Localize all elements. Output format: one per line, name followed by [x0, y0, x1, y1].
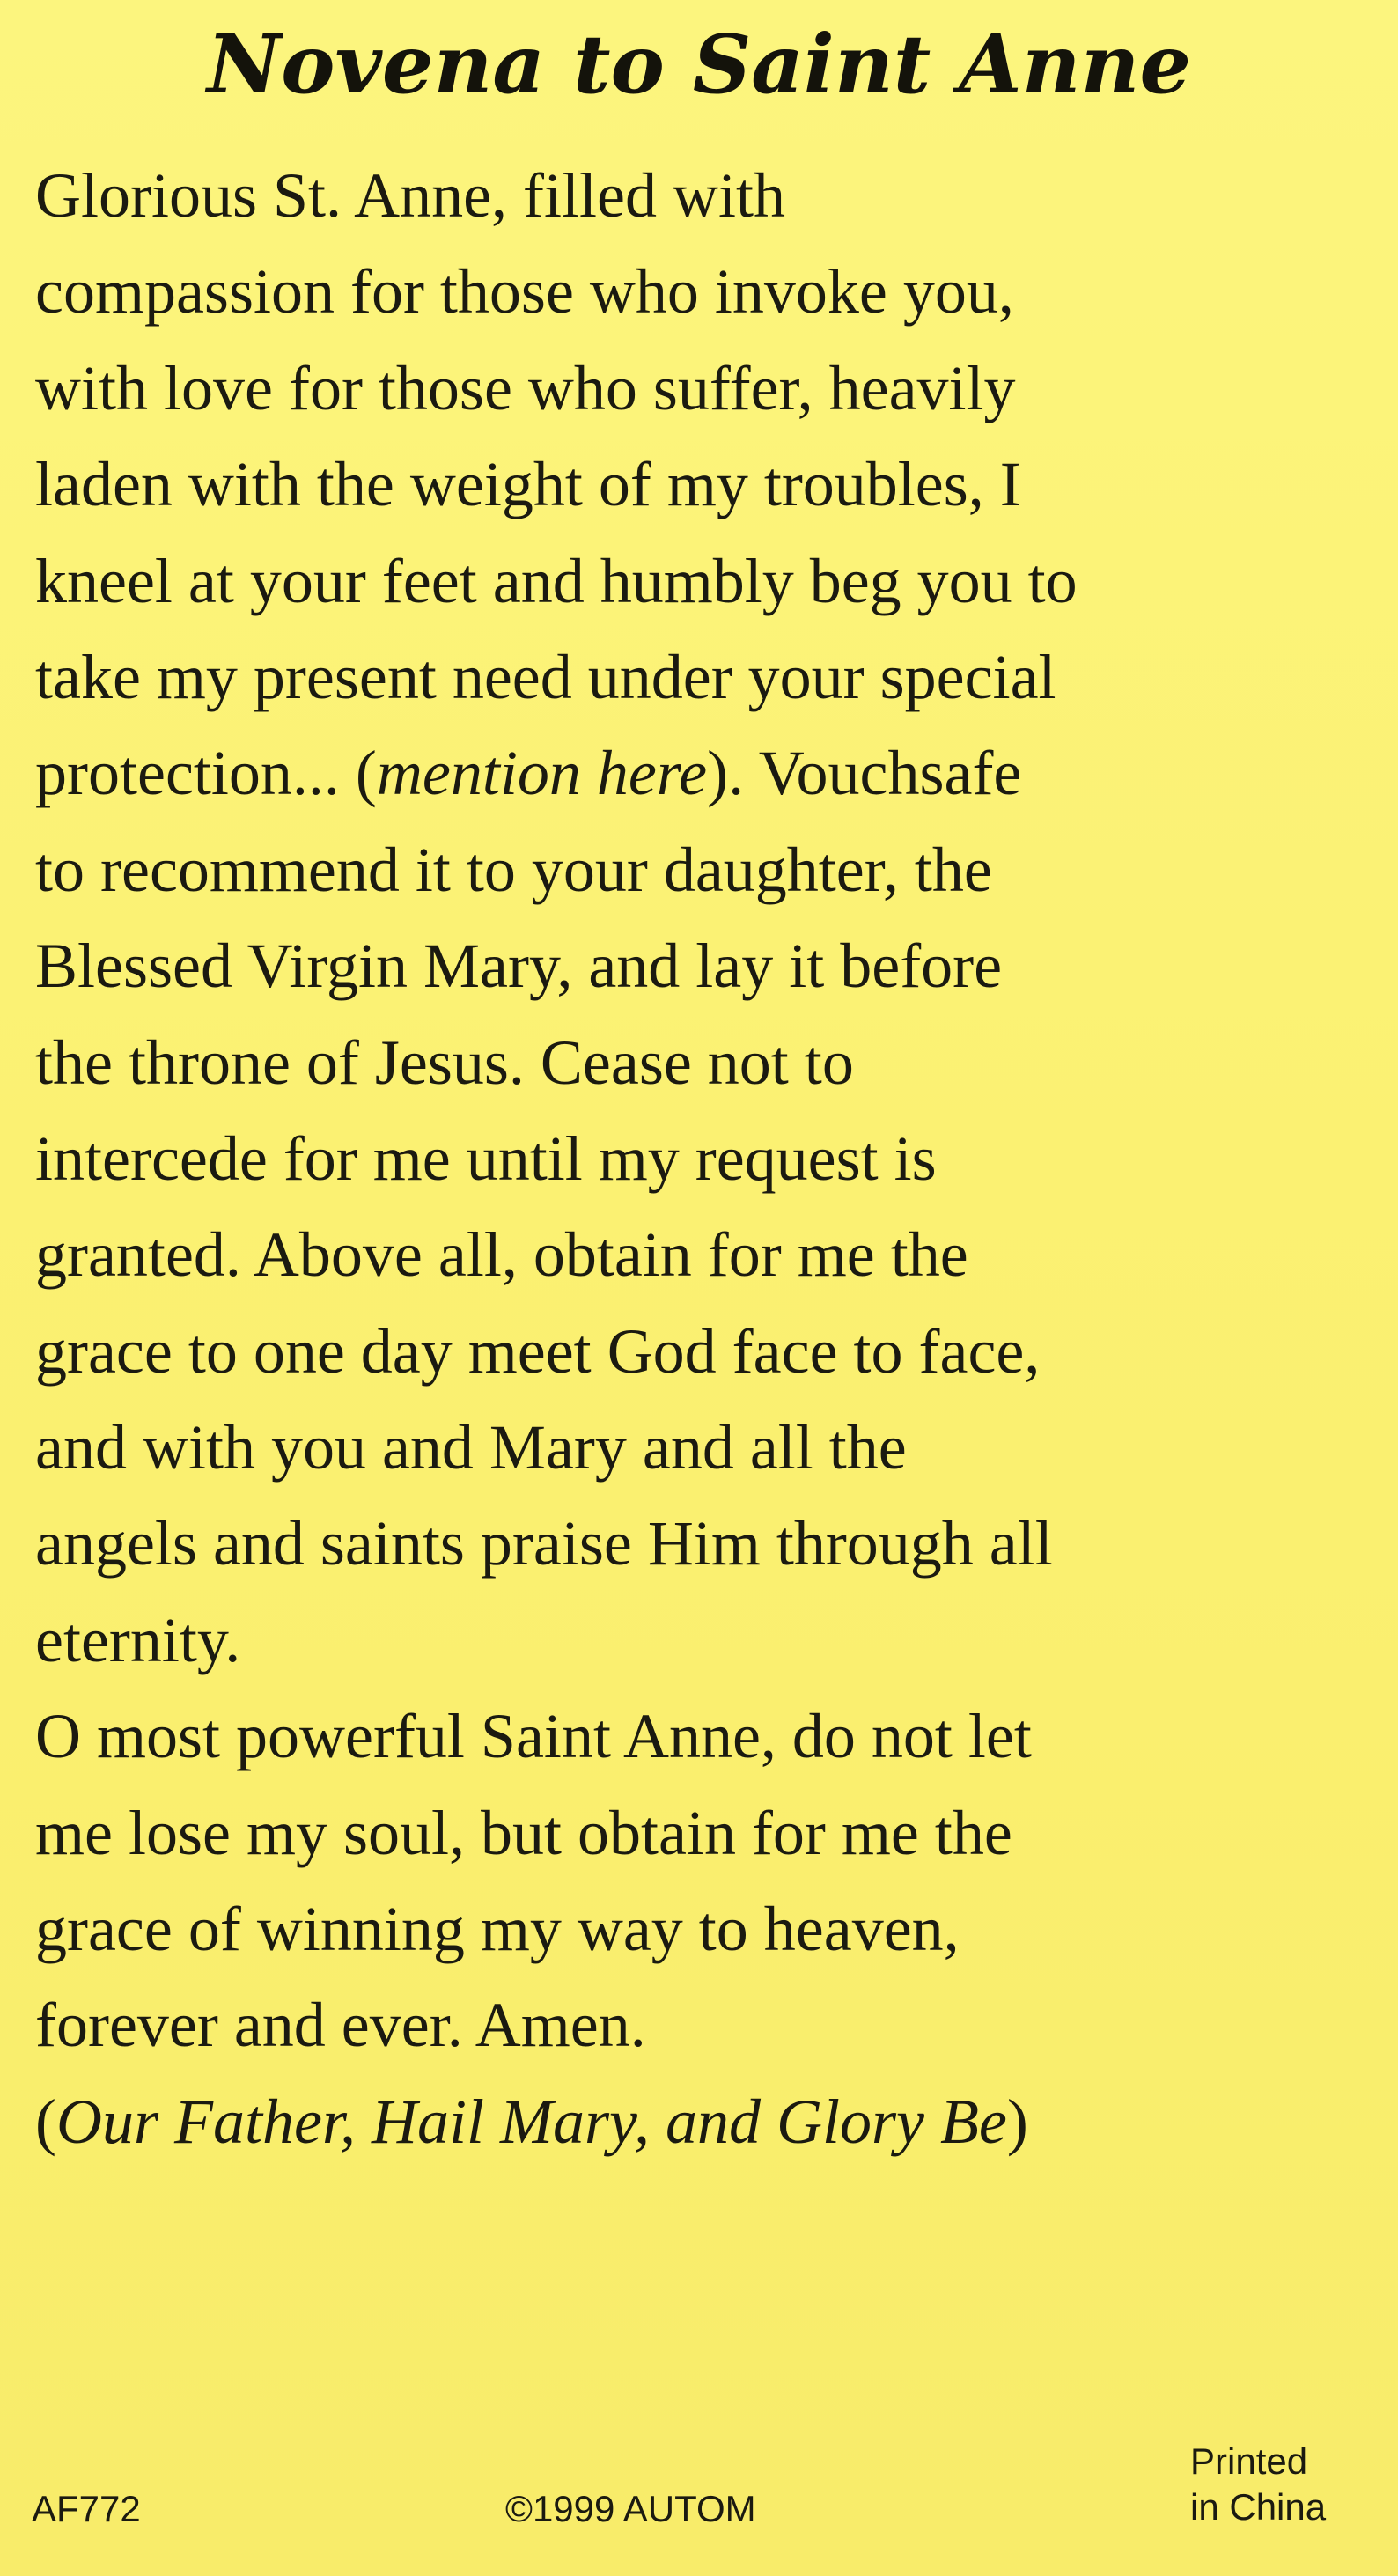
line-text: and with you and Mary and all the: [35, 1412, 907, 1483]
mention-here-instruction: mention here: [376, 738, 708, 809]
line-text: ). Vouchsafe: [707, 738, 1022, 809]
prayer-line: [35, 918, 1373, 1014]
line-text: eternity.: [35, 1604, 241, 1675]
line-text: to recommend it to your daughter, the: [35, 834, 992, 905]
prayer-line: [35, 244, 1373, 340]
line-text: (: [35, 2086, 56, 2157]
line-text: Glorious St. Anne, filled with: [35, 160, 785, 231]
prayer-line: [35, 341, 1373, 437]
prayer-line: [35, 534, 1373, 629]
prayer-line: [35, 1400, 1373, 1496]
line-text: the throne of Jesus. Cease not to: [35, 1027, 854, 1098]
line-text: kneel at your feet and humbly beg you to: [35, 545, 1078, 616]
prayer-line: [35, 822, 1373, 918]
prayer-line: [35, 1015, 1373, 1111]
product-code: AF772: [32, 2488, 141, 2529]
line-text: intercede for me until my request is: [35, 1122, 937, 1194]
line-text: O most powerful Saint Anne, do not let: [35, 1701, 1032, 1772]
prayer-line: [35, 1881, 1373, 1977]
prayer-line: [35, 1785, 1373, 1881]
prayer-line: [35, 725, 1373, 821]
prayer-line: [35, 1496, 1373, 1592]
prayer-line: [35, 2074, 1373, 2170]
card-title: Novena to Saint Anne: [207, 17, 1191, 112]
closing-prayers-instruction: Our Father, Hail Mary, and Glory Be: [55, 2086, 1007, 2157]
prayer-line: [35, 1111, 1373, 1207]
prayer-line: [35, 629, 1373, 725]
line-text: laden with the weight of my troubles, I: [35, 449, 1021, 520]
prayer-text: [35, 148, 1373, 2170]
printed-line-1: Printed: [1190, 2440, 1308, 2482]
line-text: forever and ever. Amen.: [35, 1990, 646, 2061]
line-text: protection... (: [35, 738, 377, 809]
printed-in-china: [1190, 2439, 1326, 2530]
prayer-line: [35, 1977, 1373, 2073]
prayer-line: [35, 437, 1373, 533]
prayer-line: [35, 148, 1373, 244]
line-text: compassion for those who invoke you,: [35, 256, 1014, 328]
copyright-notice: ©1999 AUTOM: [505, 2488, 756, 2529]
printed-line-2: in China: [1190, 2486, 1327, 2528]
line-text: me lose my soul, but obtain for me the: [35, 1797, 1012, 1868]
prayer-line: [35, 1689, 1373, 1785]
line-text: take my present need under your special: [35, 641, 1056, 712]
line-text: granted. Above all, obtain for me the: [35, 1219, 968, 1291]
line-text: angels and saints praise Him through all: [35, 1508, 1053, 1579]
prayer-line: [35, 1304, 1373, 1400]
line-text: ): [1006, 2086, 1028, 2157]
prayer-line: [35, 1593, 1373, 1689]
line-text: with love for those who suffer, heavily: [35, 352, 1016, 423]
line-text: grace of winning my way to heaven,: [35, 1894, 960, 1965]
line-text: Blessed Virgin Mary, and lay it before: [35, 931, 1003, 1002]
line-text: grace to one day meet God face to face,: [35, 1315, 1041, 1387]
prayer-line: [35, 1207, 1373, 1303]
